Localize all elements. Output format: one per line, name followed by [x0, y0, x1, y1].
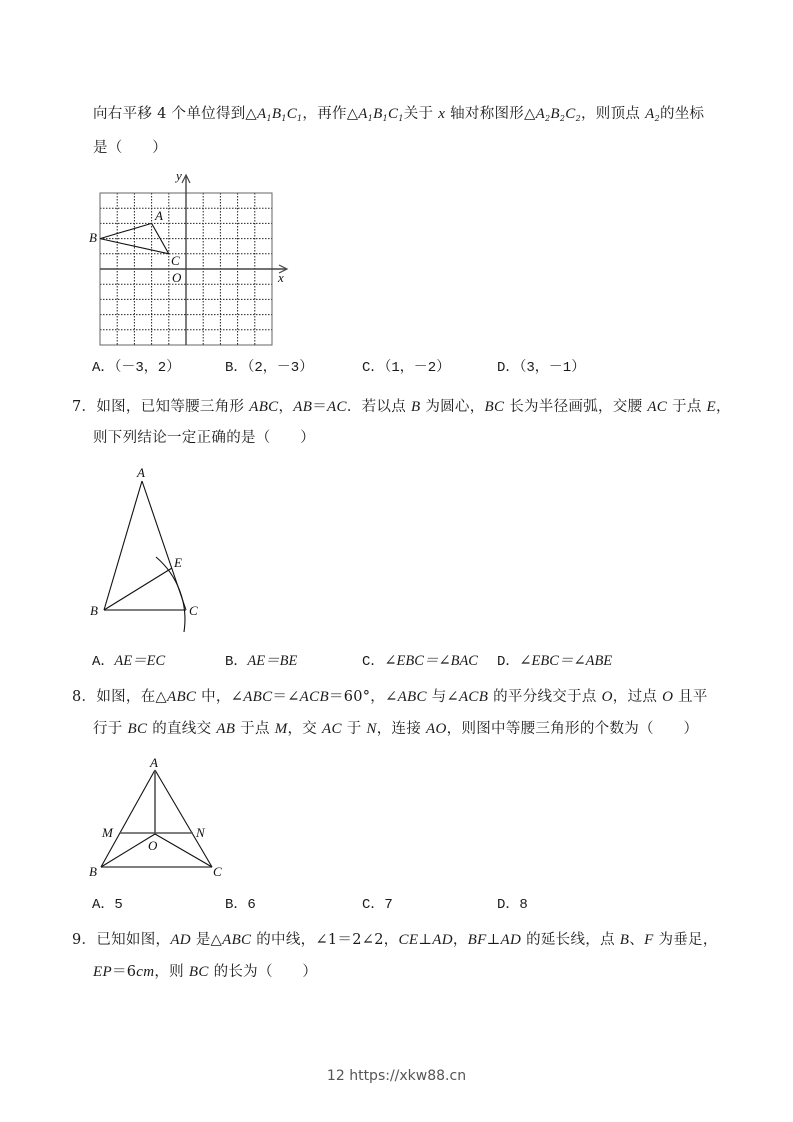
label-c: C: [189, 603, 198, 618]
text: 于: [341, 721, 367, 737]
var: M: [274, 721, 288, 737]
option-key: B．: [225, 654, 248, 670]
option-key: D．: [497, 360, 520, 376]
label-origin: O: [172, 270, 182, 285]
text: ，过点: [612, 689, 663, 705]
text: 于点: [235, 721, 275, 737]
text: 行于: [93, 721, 128, 737]
var: AD: [500, 932, 522, 948]
text: 的直线交: [147, 721, 217, 737]
var: AC: [647, 399, 668, 415]
option-key: C．: [362, 360, 385, 376]
question-number: 8．: [72, 689, 97, 705]
var: F: [644, 932, 654, 948]
q8-option-b: [225, 895, 256, 915]
text: ⊥: [486, 932, 501, 948]
var: x: [438, 106, 446, 122]
var: ABC: [249, 399, 279, 415]
option-text: AE＝EC: [114, 653, 166, 669]
text: 的长为（ ）: [208, 964, 318, 980]
text: ，则顶点: [580, 106, 646, 122]
var: C: [565, 106, 576, 122]
label-o: O: [148, 838, 158, 853]
option-text: （3，－1）: [519, 360, 586, 376]
label-e: E: [174, 555, 182, 570]
text: 如图，在△: [96, 689, 167, 705]
var: AB: [293, 399, 313, 415]
var: EP: [93, 964, 112, 980]
var: A: [257, 106, 267, 122]
var: AB: [216, 721, 236, 737]
option-key: B．: [225, 897, 248, 913]
footer-site-link[interactable]: https://xkw88.cn: [349, 1068, 467, 1084]
var: AD: [170, 932, 191, 948]
var: ABC: [397, 689, 427, 705]
label-m: M: [102, 825, 113, 840]
option-key: A．: [92, 897, 115, 913]
label-b: B: [90, 603, 98, 618]
var: AC: [327, 399, 347, 415]
text: 于点: [667, 399, 707, 415]
var: A: [535, 106, 546, 122]
var: O: [662, 689, 674, 705]
var: BC: [127, 721, 148, 737]
text: ＝60°，∠: [328, 689, 398, 705]
q8-option-a: [92, 895, 123, 915]
subscript: 2: [654, 114, 660, 123]
text: ，再作△: [302, 106, 359, 122]
option-text: 8: [519, 897, 528, 913]
option-text: 6: [247, 897, 256, 913]
text: 向右平移 4 个单位得到△: [93, 106, 257, 122]
text: ，: [716, 399, 731, 415]
text: ＝: [312, 399, 328, 415]
label-b: B: [89, 864, 97, 879]
q8-option-c: [362, 895, 393, 915]
q9-stem-line1: [72, 930, 718, 950]
var: BC: [188, 964, 209, 980]
var: CE: [398, 932, 419, 948]
option-text: （2，－3）: [247, 360, 314, 376]
segment-ac: [155, 770, 212, 867]
var: B: [619, 932, 630, 948]
var: E: [706, 399, 716, 415]
option-text: 5: [114, 897, 123, 913]
subscript: 1: [398, 114, 404, 123]
subscript: 1: [266, 114, 272, 123]
label-y-axis: y: [176, 168, 182, 183]
var: N: [366, 721, 377, 737]
text: 且平: [673, 689, 708, 705]
text: 的中线，∠1＝2∠2，: [251, 932, 399, 948]
text: ，: [278, 399, 294, 415]
var: C: [286, 106, 298, 122]
option-key: B．: [225, 360, 248, 376]
text: ，则: [154, 964, 189, 980]
subscript: 2: [575, 114, 581, 123]
option-key: D．: [497, 654, 520, 670]
text: 为垂足，: [653, 932, 718, 948]
label-c: C: [213, 864, 222, 879]
option-text: AE＝BE: [247, 653, 298, 669]
page-footer: [0, 1068, 793, 1084]
text: 与∠: [426, 689, 459, 705]
var: BC: [484, 399, 505, 415]
var: ABC: [222, 932, 252, 948]
option-text: 7: [384, 897, 393, 913]
var: ACB: [299, 689, 329, 705]
var: ABC: [243, 689, 273, 705]
option-text: ∠EBC＝∠BAC: [384, 653, 478, 669]
option-text: （－3，2）: [114, 360, 181, 376]
var: O: [601, 689, 613, 705]
var: B: [550, 106, 560, 122]
text: 为圆心，: [420, 399, 485, 415]
text: ，连接: [376, 721, 427, 737]
subscript: 2: [545, 114, 551, 123]
text: ＝6: [111, 964, 137, 980]
text: ．若以点: [346, 399, 411, 415]
q6-stem-line2: 是（ ）: [93, 140, 167, 156]
unit: cm: [136, 964, 155, 980]
text: 是△: [190, 932, 223, 948]
text: ＝∠: [272, 689, 300, 705]
var: A: [358, 106, 368, 122]
text: 如图，已知等腰三角形: [96, 399, 250, 415]
var: C: [388, 106, 399, 122]
var: B: [271, 106, 282, 122]
var: B: [373, 106, 383, 122]
option-text: （1，－2）: [384, 360, 451, 376]
q7-stem-line2: 则下列结论一定正确的是（ ）: [93, 430, 315, 446]
text: ，则图中等腰三角形的个数为（ ）: [446, 721, 699, 737]
text: 的平分线交于点: [488, 689, 602, 705]
text: 中，∠: [196, 689, 244, 705]
text: 的延长线，点: [521, 932, 620, 948]
text: 轴对称图形△: [445, 106, 536, 122]
text: 长为半径画弧，交腰: [504, 399, 648, 415]
option-text: ∠EBC＝∠ABE: [519, 653, 613, 669]
text: ，: [452, 932, 468, 948]
var: ACB: [458, 689, 489, 705]
option-key: D．: [497, 897, 520, 913]
subscript: 1: [382, 114, 388, 123]
option-key: C．: [362, 654, 385, 670]
text: 、: [629, 932, 645, 948]
var: AD: [432, 932, 453, 948]
q9-stem-line2: [93, 962, 317, 982]
label-x-axis: x: [278, 270, 284, 285]
label-a: A: [150, 755, 158, 770]
var: BF: [467, 932, 487, 948]
var: A: [645, 106, 655, 122]
subscript: 1: [367, 114, 374, 123]
option-key: C．: [362, 897, 385, 913]
text: 关于: [403, 106, 439, 122]
label-a: A: [137, 465, 145, 480]
subscript: 2: [559, 114, 566, 123]
question-number: 7．: [72, 399, 97, 415]
option-key: A．: [92, 654, 115, 670]
option-key: A．: [92, 360, 115, 376]
question-number: 9．: [72, 932, 97, 948]
var: AO: [426, 721, 447, 737]
var: AC: [322, 721, 342, 737]
label-b: B: [89, 230, 97, 245]
text: ⊥: [418, 932, 433, 948]
var: ABC: [166, 689, 197, 705]
var: B: [410, 399, 421, 415]
text: ，交: [287, 721, 322, 737]
text: 已知如图，: [96, 932, 171, 948]
subscript: 1: [297, 114, 303, 123]
text: 的坐标: [659, 106, 705, 122]
page-number: 12: [326, 1068, 345, 1084]
segment-ab: [101, 770, 155, 867]
q8-option-d: [497, 895, 528, 915]
subscript: 1: [281, 114, 287, 123]
label-c: C: [171, 253, 180, 268]
label-a: A: [155, 208, 163, 223]
label-n: N: [196, 825, 205, 840]
